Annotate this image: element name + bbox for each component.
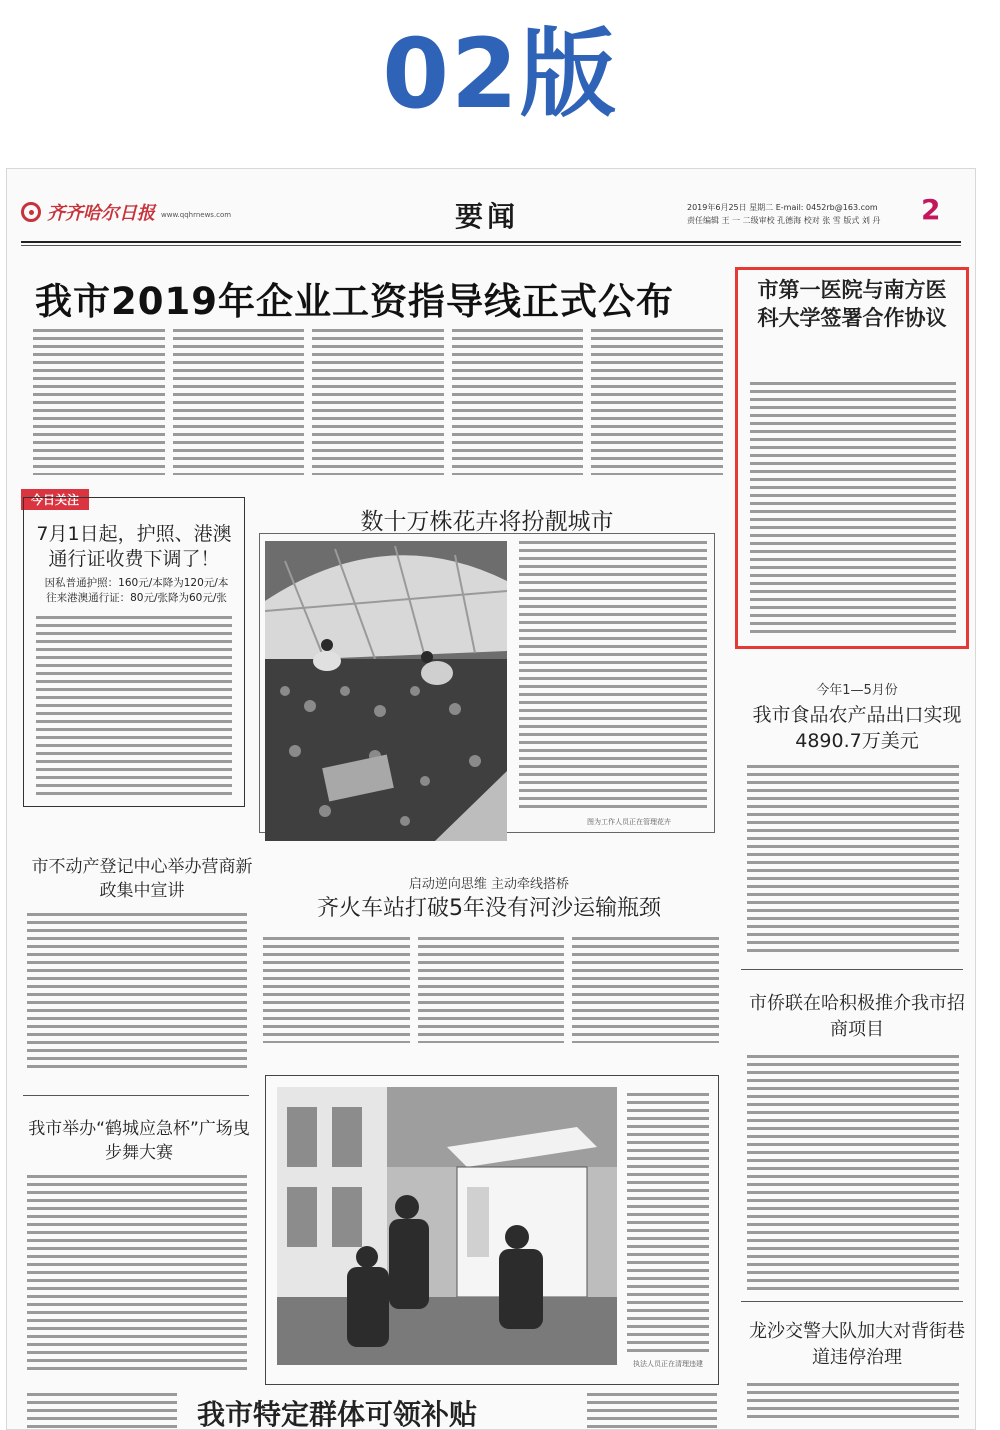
main-article-body bbox=[33, 329, 723, 475]
train-article-head[interactable] bbox=[259, 873, 719, 924]
food-divider bbox=[741, 969, 963, 970]
kiosk-caption: 执法人员正在清理违建 bbox=[633, 1360, 703, 1368]
passport-sub-2: 往来港澳通行证：80元/张降为60元/张 bbox=[46, 592, 227, 604]
realestate-headline[interactable]: 市不动产登记中心举办营商新政集中宣讲 bbox=[31, 857, 253, 901]
header-rule-thin bbox=[21, 245, 961, 246]
overseas-divider bbox=[741, 1301, 963, 1302]
bottom-headline[interactable]: 我市特定群体可领补贴 bbox=[197, 1398, 478, 1430]
train-headline[interactable]: 齐火车站打破5年没有河沙运输瓶颈 bbox=[317, 896, 661, 921]
newspaper-page[interactable] bbox=[6, 168, 976, 1430]
passport-body bbox=[36, 616, 232, 796]
page-number: 2 bbox=[921, 193, 941, 226]
hospital-body bbox=[750, 382, 956, 638]
edition-label: 02版 bbox=[382, 18, 618, 130]
food-article-head[interactable] bbox=[747, 679, 967, 754]
newspaper-url: www.qqhrnews.com bbox=[161, 211, 232, 219]
kiosk-body bbox=[627, 1093, 709, 1353]
date-text: 2019年6月25日 星期二 E-mail: 0452rb@163.com bbox=[687, 203, 878, 212]
header-rule bbox=[21, 241, 961, 243]
date-line bbox=[687, 201, 917, 227]
passport-sub-1: 因私普通护照：160元/本降为120元/本 bbox=[44, 577, 229, 589]
flowers-body bbox=[519, 541, 707, 811]
section-title: 要闻 bbox=[454, 200, 519, 233]
passport-article[interactable] bbox=[23, 497, 245, 807]
today-tag: 今日关注 bbox=[21, 489, 89, 510]
food-body bbox=[747, 765, 959, 957]
kiosk-illustration bbox=[277, 1087, 617, 1365]
greenhouse-illustration bbox=[265, 541, 507, 841]
passport-subhead bbox=[34, 576, 239, 606]
realestate-body bbox=[27, 913, 247, 1073]
editor-text: 责任编辑 王 一 二级审校 孔德海 校对 张 雪 版式 刘 丹 bbox=[687, 216, 881, 225]
bottom-right-body bbox=[587, 1393, 717, 1429]
train-body bbox=[263, 937, 719, 1043]
overseas-body bbox=[747, 1055, 959, 1295]
dance-headline[interactable]: 我市举办“鹤城应急杯”广场曳步舞大赛 bbox=[28, 1119, 250, 1163]
newspaper-logo-icon bbox=[21, 202, 41, 222]
masthead bbox=[21, 199, 231, 225]
greenhouse-photo[interactable] bbox=[265, 541, 507, 841]
food-headline[interactable]: 我市食品农产品出口实现4890.7万美元 bbox=[752, 704, 962, 752]
greenhouse-caption: 图为工作人员正在管理花卉 bbox=[587, 818, 671, 826]
traffic-body bbox=[747, 1383, 959, 1423]
passport-headline[interactable]: 7月1日起，护照、港澳通行证收费下调了！ bbox=[36, 523, 232, 570]
realestate-divider bbox=[23, 1095, 249, 1096]
bottom-left-body bbox=[27, 1393, 177, 1429]
main-headline[interactable]: 我市2019年企业工资指导线正式公布 bbox=[35, 280, 674, 323]
flowers-headline[interactable]: 数十万株花卉将扮靓城市 bbox=[360, 509, 614, 535]
kiosk-photo[interactable] bbox=[277, 1087, 617, 1365]
food-kicker: 今年1—5月份 bbox=[816, 683, 898, 698]
newspaper-logo: 齐齐哈尔日报 bbox=[47, 203, 155, 224]
hospital-headline[interactable]: 市第一医院与南方医科大学签署合作协议 bbox=[757, 278, 947, 330]
dance-body bbox=[27, 1175, 247, 1375]
overseas-headline[interactable]: 市侨联在哈积极推介我市招商项目 bbox=[749, 993, 965, 1040]
hospital-article-highlight[interactable] bbox=[735, 267, 969, 649]
train-kicker: 启动逆向思维 主动牵线搭桥 bbox=[408, 877, 570, 892]
traffic-headline[interactable]: 龙沙交警大队加大对背街巷道违停治理 bbox=[749, 1321, 965, 1368]
